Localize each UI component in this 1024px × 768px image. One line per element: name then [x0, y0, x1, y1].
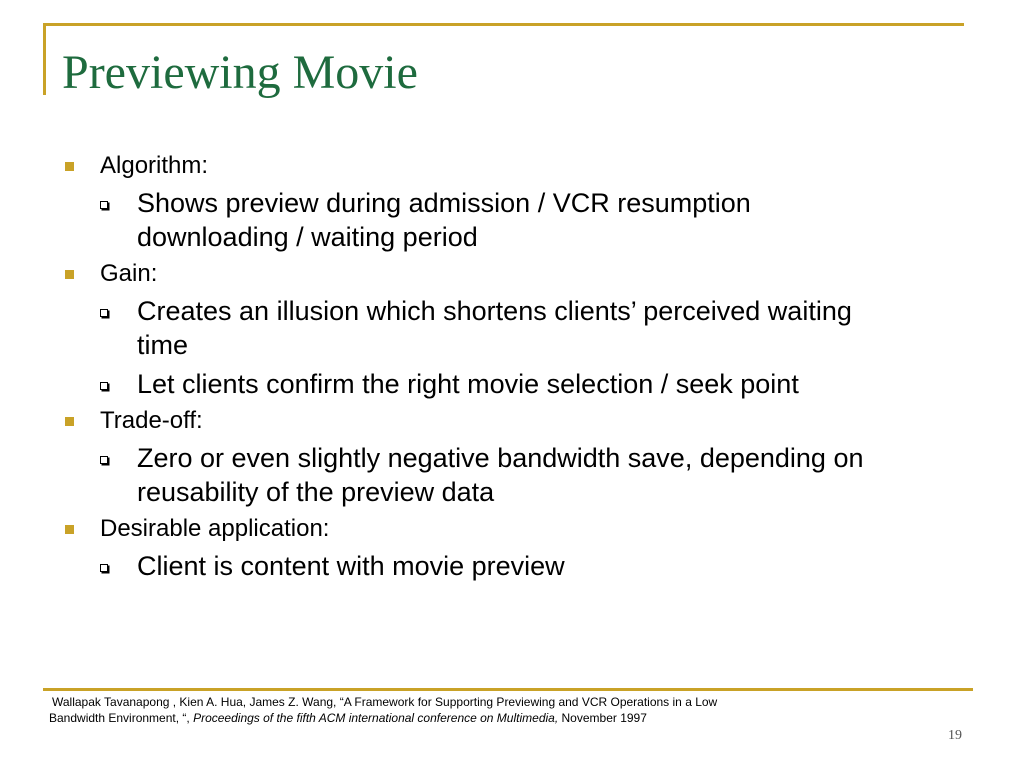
slide-title: Previewing Movie [62, 46, 418, 99]
bullet-label: Gain: [100, 260, 158, 287]
sub-bullet [60, 186, 897, 254]
hollow-square-bullet-icon [100, 309, 108, 317]
hollow-square-bullet-icon [100, 456, 108, 464]
sub-bullet-text: Shows preview during admission / VCR resumption downloading / waiting period [137, 188, 751, 252]
bullet-label: Desirable application: [100, 515, 330, 542]
sub-bullet-text: Creates an illusion which shortens clients’ perceived waiting time [137, 296, 852, 360]
bullet-trade-off [60, 406, 960, 436]
bullet-label: Algorithm: [100, 152, 209, 179]
sub-bullet [60, 441, 897, 509]
hollow-square-bullet-icon [100, 201, 108, 209]
square-bullet-icon [65, 270, 74, 279]
citation-authors: Wallapak Tavanapong , Kien A. Hua, James Z. Wang, “A Framework for Supporting Previewing and VCR Operations in a Low [52, 695, 718, 709]
hollow-square-bullet-icon [100, 564, 108, 572]
sub-bullet-text: Client is content with movie preview [137, 551, 565, 581]
sub-bullet [60, 549, 897, 583]
footer-rule [43, 688, 973, 691]
citation-venue: Proceedings of the fifth ACM international conference on Multimedia, [193, 711, 559, 725]
frame-left-rule [43, 23, 46, 95]
sub-bullet [60, 367, 897, 401]
bullet-list [60, 146, 960, 583]
square-bullet-icon [65, 417, 74, 426]
bullet-label: Trade-off: [100, 407, 203, 434]
sub-bullet-text: Zero or even slightly negative bandwidth save, depending on reusability of the preview data [137, 443, 864, 507]
square-bullet-icon [65, 162, 74, 171]
hollow-square-bullet-icon [100, 382, 108, 390]
page-number: 19 [948, 728, 962, 743]
square-bullet-icon [65, 525, 74, 534]
bullet-desirable-application [60, 514, 960, 544]
citation-prefix: Bandwidth Environment, “, [49, 711, 194, 725]
citation [49, 694, 932, 726]
frame-top-rule [43, 23, 964, 26]
bullet-gain [60, 259, 960, 289]
citation-line-2 [49, 710, 932, 726]
sub-bullet-text: Let clients confirm the right movie selection / seek point [137, 369, 799, 399]
sub-bullet [60, 294, 897, 362]
citation-date: November 1997 [558, 711, 647, 725]
bullet-algorithm [60, 151, 960, 181]
